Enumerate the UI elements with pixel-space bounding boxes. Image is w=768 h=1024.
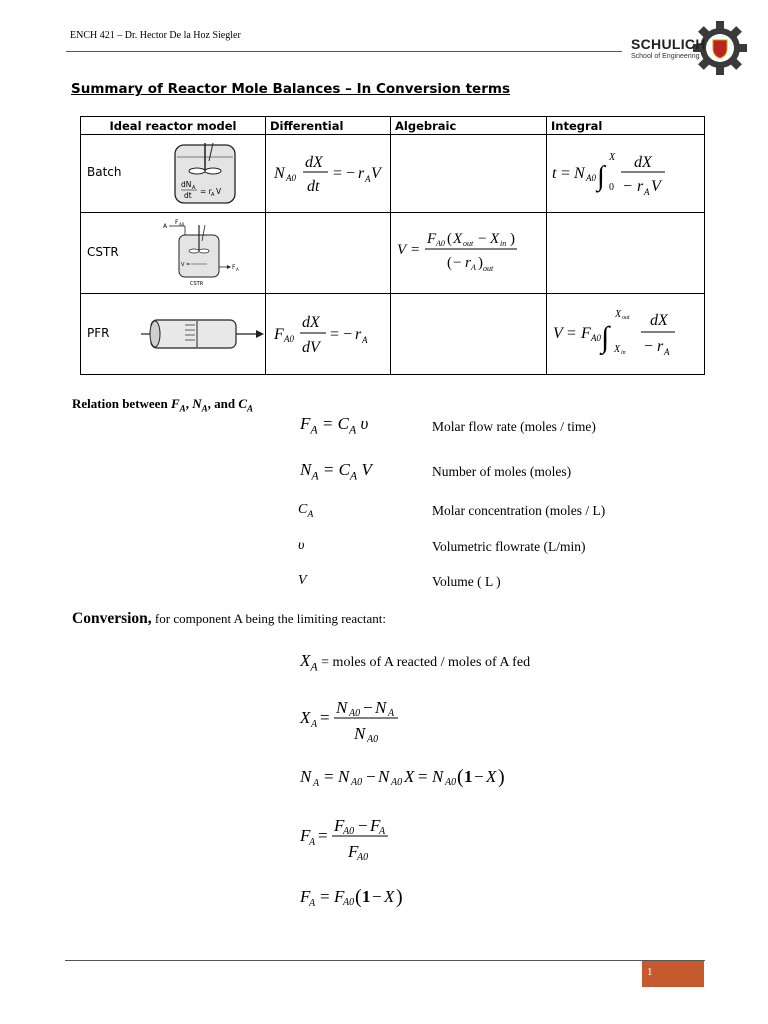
svg-text:A: A: [311, 719, 318, 730]
svg-text:−: −: [644, 338, 654, 355]
svg-text:F: F: [274, 326, 284, 343]
svg-text:A: A: [362, 335, 368, 345]
svg-text:in: in: [500, 239, 507, 248]
svg-text:A: A: [388, 708, 395, 719]
desc-molar-concentration: Molar concentration (moles / L): [432, 503, 606, 518]
svg-text:= −: = −: [333, 165, 356, 182]
svg-text:A0: A0: [343, 826, 355, 837]
logo-subtitle: School of Engineering: [631, 53, 700, 60]
svg-text:V =: V =: [181, 262, 191, 268]
svg-text:=: =: [320, 887, 330, 906]
svg-text:X: X: [404, 767, 415, 786]
svg-text:A: A: [471, 263, 476, 272]
svg-text:X: X: [486, 767, 497, 786]
pfr-integral-equation: [547, 294, 704, 370]
svg-text:X: X: [614, 344, 621, 355]
svg-text:(: (: [457, 766, 464, 788]
svg-text:out: out: [463, 239, 474, 248]
col-header-model: Ideal reactor model: [81, 117, 266, 135]
row-name-pfr: PFR: [87, 326, 110, 340]
svg-text:r: r: [465, 255, 471, 271]
svg-text:N: N: [336, 698, 348, 717]
svg-text:N: N: [432, 767, 444, 786]
svg-text:−: −: [474, 767, 484, 786]
col-header-differential: Differential: [266, 117, 391, 135]
svg-text:r: r: [355, 326, 362, 343]
svg-text:dV: dV: [302, 339, 320, 356]
pfr-figure: [141, 314, 266, 354]
svg-text:F: F: [348, 842, 359, 861]
svg-text:=: =: [324, 767, 334, 786]
svg-text:=: =: [320, 708, 330, 727]
pfr-differential-equation: [266, 294, 390, 370]
svg-text:−: −: [366, 767, 376, 786]
table-header-row: [81, 117, 705, 135]
col-header-integral: Integral: [547, 117, 705, 135]
svg-text:r: r: [358, 165, 365, 182]
svg-text:F: F: [334, 887, 345, 906]
svg-text:−: −: [453, 255, 462, 271]
svg-text:1: 1: [362, 887, 371, 906]
footer-divider: [65, 960, 705, 961]
logo-name: SCHULICH: [631, 36, 706, 52]
svg-text:A: A: [309, 898, 316, 909]
svg-text:A0: A0: [367, 734, 379, 745]
svg-text:N: N: [378, 767, 390, 786]
conversion-definition-text: = moles of A reacted / moles of A fed: [317, 655, 531, 670]
svg-text:A: A: [236, 267, 239, 272]
formula-fa-ca-v: $F_A = C_A$ υ: [300, 414, 369, 437]
svg-text:A: A: [365, 174, 371, 184]
svg-text:−: −: [358, 816, 368, 835]
batch-integral-equation: [547, 135, 704, 208]
svg-text:A: A: [192, 185, 196, 191]
svg-text:A: A: [309, 837, 316, 848]
svg-text:): ): [510, 231, 515, 247]
cstr-algebraic-equation: [391, 213, 546, 289]
svg-text:A0: A0: [286, 173, 296, 183]
svg-text:F: F: [334, 816, 345, 835]
col-header-algebraic: Algebraic: [391, 117, 547, 135]
svg-text:r: r: [657, 338, 664, 355]
svg-text:−: −: [478, 231, 487, 247]
svg-text:(: (: [447, 255, 452, 271]
svg-text:V: V: [397, 242, 407, 258]
svg-text:A: A: [313, 778, 320, 789]
header-course: ENCH 421 – Dr. Hector De la Hoz Siegler: [70, 30, 241, 41]
formula-na-expanded: [296, 762, 536, 792]
svg-text:A0: A0: [436, 239, 445, 248]
svg-text:∫: ∫: [601, 321, 610, 354]
page-number: 1: [647, 966, 653, 978]
batch-differential-equation: [266, 135, 390, 208]
table-row-batch: [81, 135, 705, 213]
svg-text:−: −: [623, 178, 633, 195]
desc-volumetric-flowrate: Volumetric flowrate (L/min): [432, 539, 586, 554]
svg-text:dX: dX: [302, 314, 320, 331]
desc-volume: Volume ( L ): [432, 574, 501, 589]
svg-text:1: 1: [464, 767, 473, 786]
svg-text:=: =: [561, 165, 571, 182]
svg-text:V: V: [216, 187, 222, 196]
svg-text:N: N: [338, 767, 350, 786]
svg-text:(: (: [447, 231, 452, 247]
svg-text:A0: A0: [391, 777, 403, 788]
symbol-ca: $C_A$: [298, 502, 314, 520]
conversion-subtitle: for component A being the limiting reactant:: [151, 611, 386, 626]
svg-text:A0: A0: [445, 777, 457, 788]
conversion-heading: Conversion,: [72, 610, 152, 627]
svg-text:A0: A0: [357, 852, 369, 863]
svg-text:= −: = −: [330, 326, 353, 343]
svg-text:): ): [478, 255, 483, 271]
formula-xa-fraction-n: [296, 694, 436, 748]
svg-text:A: A: [379, 826, 386, 837]
svg-text:−: −: [363, 698, 373, 717]
page-number-badge: [642, 961, 704, 987]
svg-text:F: F: [300, 887, 311, 906]
svg-text:N: N: [375, 698, 387, 717]
table-row-pfr: [81, 294, 705, 375]
symbol-nu: υ: [298, 538, 305, 553]
svg-text:dt: dt: [307, 178, 320, 195]
svg-text:V: V: [371, 165, 381, 182]
svg-text:A0: A0: [343, 897, 355, 908]
svg-text:F: F: [581, 325, 591, 342]
schulich-logo: [625, 20, 750, 75]
svg-text:∫: ∫: [597, 161, 605, 192]
svg-text:=: =: [418, 767, 428, 786]
svg-text:X: X: [609, 152, 616, 163]
svg-text:in: in: [621, 350, 626, 356]
reactor-table: [80, 116, 705, 375]
svg-text:N: N: [274, 165, 285, 182]
svg-text:dN: dN: [181, 180, 192, 189]
svg-text:A0: A0: [591, 333, 601, 343]
formula-fa-expanded: [296, 882, 436, 912]
page-title: Summary of Reactor Mole Balances – In Conversion terms: [71, 81, 510, 97]
svg-text:dt: dt: [184, 191, 192, 200]
formula-fa-fraction: [296, 812, 426, 864]
svg-text:X: X: [300, 708, 311, 727]
svg-text:=: =: [318, 826, 328, 845]
relation-title-prefix: Relation between: [72, 396, 171, 411]
svg-text:dX: dX: [634, 154, 652, 171]
desc-molar-flow: Molar flow rate (moles / time): [432, 419, 596, 434]
table-row-cstr: [81, 213, 705, 294]
svg-text:X: X: [384, 887, 395, 906]
row-name-cstr: CSTR: [87, 245, 119, 259]
batch-reactor-figure: [173, 143, 237, 205]
svg-text:A0: A0: [586, 173, 596, 183]
svg-text:A: A: [644, 187, 650, 197]
svg-text:): ): [498, 766, 505, 788]
svg-text:X: X: [490, 231, 500, 247]
svg-text:F: F: [175, 219, 179, 226]
svg-text:A: A: [664, 347, 670, 357]
conversion-definition: $X_A$ = moles of A reacted / moles of A fed: [300, 651, 531, 674]
svg-text:out: out: [483, 264, 494, 273]
symbol-v: V: [298, 573, 307, 588]
desc-number-moles: Number of moles (moles): [432, 464, 572, 479]
svg-text:A0: A0: [179, 222, 185, 227]
svg-text:F: F: [232, 264, 236, 271]
svg-text:dX: dX: [305, 154, 323, 171]
svg-text:V: V: [553, 325, 563, 342]
conversion-title: [72, 610, 386, 628]
svg-text:(: (: [355, 886, 362, 908]
svg-text:F: F: [427, 231, 437, 247]
svg-text:F: F: [370, 816, 381, 835]
svg-text:X: X: [453, 231, 463, 247]
svg-text:dX: dX: [650, 312, 668, 329]
cstr-figure: [163, 217, 253, 289]
svg-text:X: X: [615, 309, 622, 320]
svg-text:=: =: [567, 325, 577, 342]
svg-text:A0: A0: [351, 777, 363, 788]
svg-text:r: r: [637, 178, 644, 195]
svg-text:N: N: [300, 767, 312, 786]
svg-text:V: V: [651, 178, 661, 195]
row-name-batch: Batch: [87, 165, 122, 179]
svg-text:N: N: [574, 165, 585, 182]
svg-text:N: N: [354, 724, 366, 743]
svg-text:): ): [396, 886, 403, 908]
svg-text:t: t: [552, 165, 557, 182]
svg-text:A: A: [211, 192, 215, 198]
svg-text:A0: A0: [284, 334, 294, 344]
relation-title: Relation between $F_A$, $N_A$, and $C_A$: [72, 396, 254, 414]
svg-text:= r: = r: [200, 187, 212, 196]
formula-na-ca-v: $N_A = C_A$ V: [300, 460, 372, 483]
svg-text:F: F: [300, 826, 311, 845]
svg-text:A0: A0: [349, 708, 361, 719]
header-divider: [66, 51, 622, 52]
svg-text:−: −: [372, 887, 382, 906]
svg-text:A: A: [163, 223, 168, 230]
svg-text:0: 0: [609, 182, 614, 193]
cstr-figure-label: CSTR: [190, 281, 204, 287]
svg-text:out: out: [622, 315, 630, 321]
svg-text:=: =: [411, 242, 420, 258]
